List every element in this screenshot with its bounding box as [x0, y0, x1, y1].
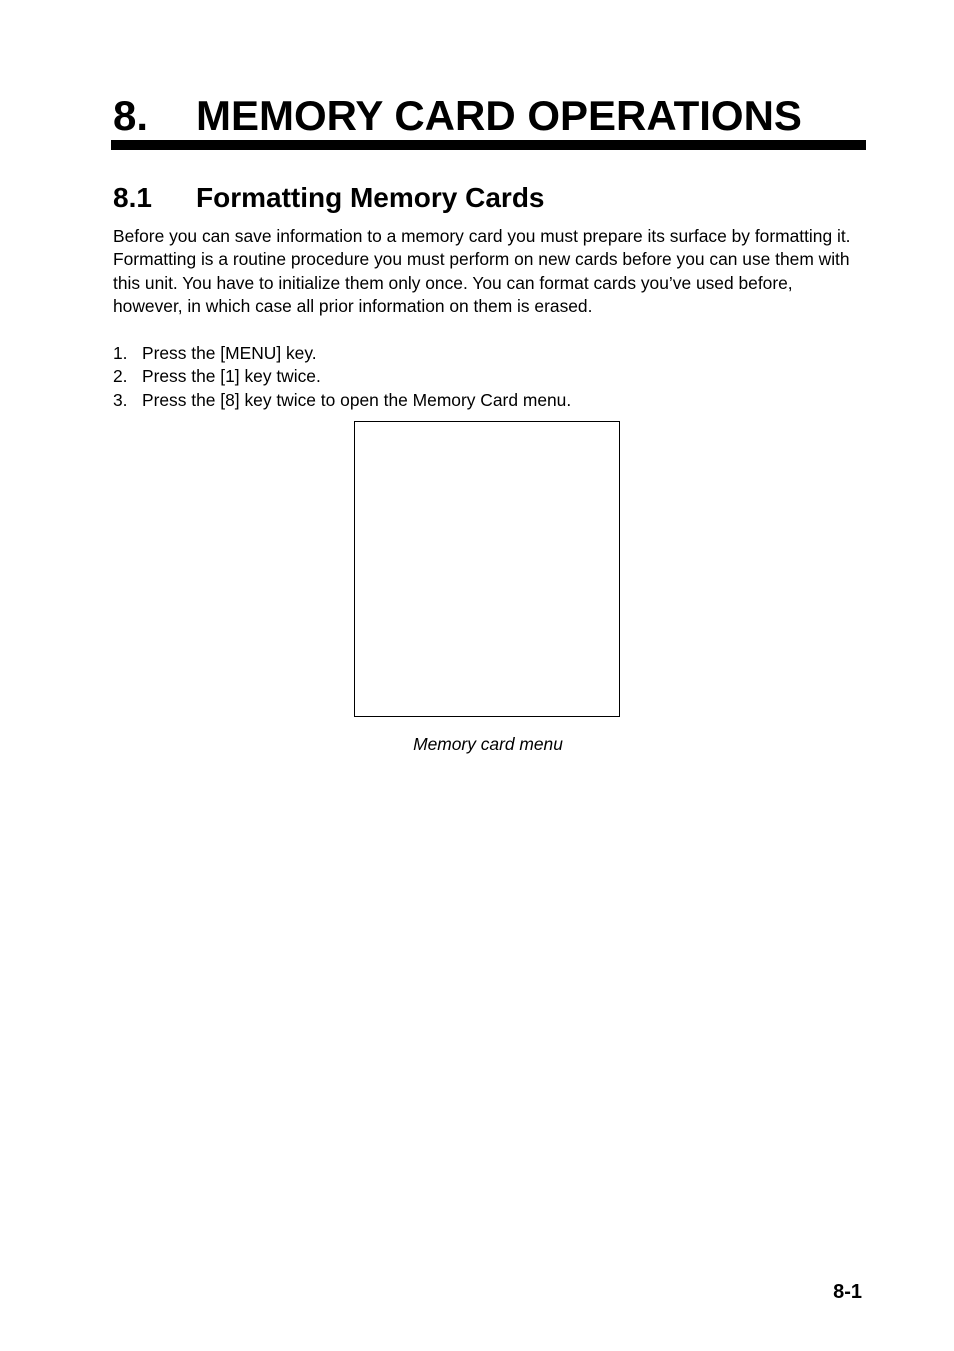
chapter-number: 8.	[113, 92, 149, 139]
list-item	[113, 342, 858, 365]
section-title-text: Formatting Memory Cards	[196, 182, 545, 213]
steps-list	[113, 342, 858, 412]
memory-card-menu-figure	[354, 421, 620, 717]
step-number: 3.	[113, 389, 128, 410]
section-number: 8.1	[113, 182, 152, 213]
step-text: Press the [1] key twice.	[142, 366, 321, 387]
step-number: 2.	[113, 366, 128, 387]
list-item	[113, 365, 858, 388]
step-text: Press the [MENU] key.	[142, 343, 317, 363]
chapter-rule	[111, 140, 866, 150]
intro-paragraph: Before you can save information to a memory card you must prepare its surface by formatting it. Formatting is a routine procedure you must perform on new cards before you can use them with this unit. You have to initialize them only once. You can format cards you’ve used before, however, in which case all prior information on them is erased.	[113, 226, 851, 316]
figure-caption: Memory card menu	[413, 734, 563, 754]
section-title	[113, 180, 545, 216]
step-text: Press the [8] key twice to open the Memory Card menu.	[142, 389, 572, 410]
list-item	[113, 389, 858, 412]
chapter-title-text: MEMORY CARD OPERATIONS	[196, 92, 802, 139]
step-number: 1.	[113, 343, 128, 363]
page-number: 8-1	[833, 1281, 862, 1303]
chapter-title	[113, 88, 865, 144]
